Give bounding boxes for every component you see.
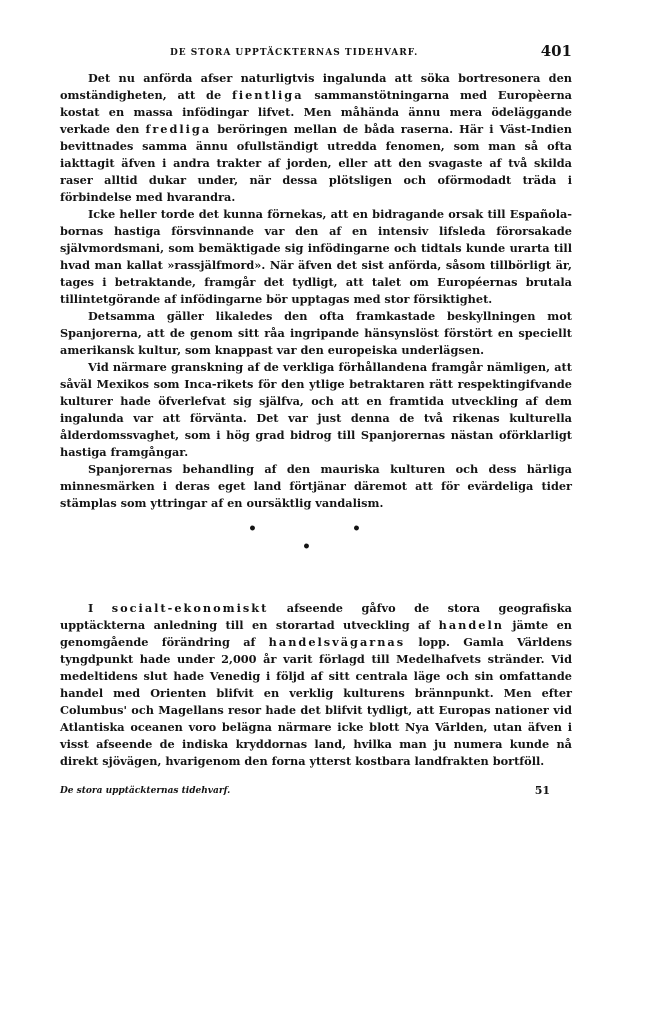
separator-dot: • [302, 539, 311, 555]
paragraph-5: Spanjorernas behandling af den mauriska kulturen och dess härliga minnesmärken i deras eget land förtjänar däremot att för evärdeliga tider stämplas som yttringar af en oursäktlig vandalism. [60, 462, 572, 510]
section-2 [60, 600, 572, 770]
paragraph-6 [60, 600, 572, 770]
section-separator [60, 518, 572, 572]
paragraph-3: Detsamma gäller likaledes den ofta framkastade beskyllningen mot Spanjorerna, att de genom sitt råa ingripande hänsynslöst förstört en speciellt amerikansk kultur, som knappast var den europeiska underlägsen. [60, 309, 572, 357]
emphasis-fredliga: fredliga [145, 122, 212, 136]
signature-mark: De stora upptäckternas tidehvarf. [60, 786, 231, 796]
page-number: 401 [540, 42, 572, 60]
emphasis-handelsvagarnas: handelsvägarnas [268, 635, 406, 649]
signature-number: 51 [534, 784, 550, 797]
separator-dot: • [248, 521, 257, 537]
paragraph-6-text-b: afseende gåfvo de stora geografiska upptäckterna anledning till en storartad utveckling af [60, 601, 572, 632]
emphasis-fientliga: fientliga [231, 88, 304, 102]
paragraph-1 [60, 70, 572, 206]
running-title: DE STORA UPPTÄCKTERNAS TIDEHVARF. [170, 48, 419, 58]
paragraph-1-text-b: sammanstötningarna med Europèerna kostat en massa infödingar lifvet. Men måhända ännu mera ödeläggande verkade den [60, 88, 572, 136]
paragraph-4: Vid närmare granskning af de verkliga förhållandena framgår nämligen, att såväl Mexikos som Inca-rikets för den ytlige betraktaren rätt respektingifvande kulturer hade öfverlefvat sig själfva, och att en framtida utveckling af dem ingalunda var att förvänta. Det var just denna de två rikenas kulturella ålderdomssvaghet, som i hög grad bidrog till Spanjorernas nästan oförklarligt hastiga framgångar. [60, 360, 572, 459]
emphasis-handeln: handeln [438, 618, 504, 632]
page-footer [60, 782, 572, 802]
paragraph-6-text-c: jämte en genomgående förändring af [60, 618, 572, 649]
emphasis-socialt-ekonomiskt: socialt-ekonomiskt [111, 601, 269, 615]
paragraph-6-text-d: lopp. Gamla Världens tyngdpunkt hade under 2,000 år varit förlagd till Medelhafvets stränder. Vid medeltidens slut hade Venedig i följd af sitt centrala läge och sin omfattande handel med Orienten blifvit en verklig kulturens brännpunkt. Men efter Columbus' och Magellans resor hade det blifvit tydligt, att Europas nationer vid Atlantiska oceanen voro belägna närmare icke blott Nya Världen, utan äfven i visst afseende de indiska kryddornas land, hvilka man ju numera kunde nå direkt sjövägen, hvarigenom den forna ytterst kostbara landfrakten bortföll. [60, 635, 573, 768]
paragraph-1-text-a: Det nu anförda afser naturligtvis ingalunda att söka bortresonera den omständigheten, att de [60, 71, 572, 102]
body-text [60, 70, 572, 512]
paragraph-2: Icke heller torde det kunna förnekas, att en bidragande orsak till Española-bornas hastiga försvinnande var den af en intensiv lifsleda förorsakade självmordsmani, som bemäktigade sig infödingarne och tidtals kunde urarta till hvad man kallat »rassjälfmord». När äfven det sist anförda, såsom tillbörligt är, tages i betraktande, framgår det tydligt, att talet om Européernas brutala tillintetgörande af infödingarne bör upptagas med stor försiktighet. [60, 207, 572, 306]
book-page [60, 40, 572, 802]
running-head [60, 40, 572, 68]
separator-dot: • [352, 521, 361, 537]
paragraph-6-text-a: I [88, 601, 112, 615]
paragraph-1-text-c: beröringen mellan de båda raserna. Här i Väst-Indien bevittnades samma ännu ofullständigt utredda fenomen, som man så ofta iakttagit äfven i andra trakter af jorden, eller att den svagaste af två skilda raser alltid dukar under, när dessa plötsligen och oförmodadt träda i förbindelse med hvarandra. [60, 122, 572, 204]
